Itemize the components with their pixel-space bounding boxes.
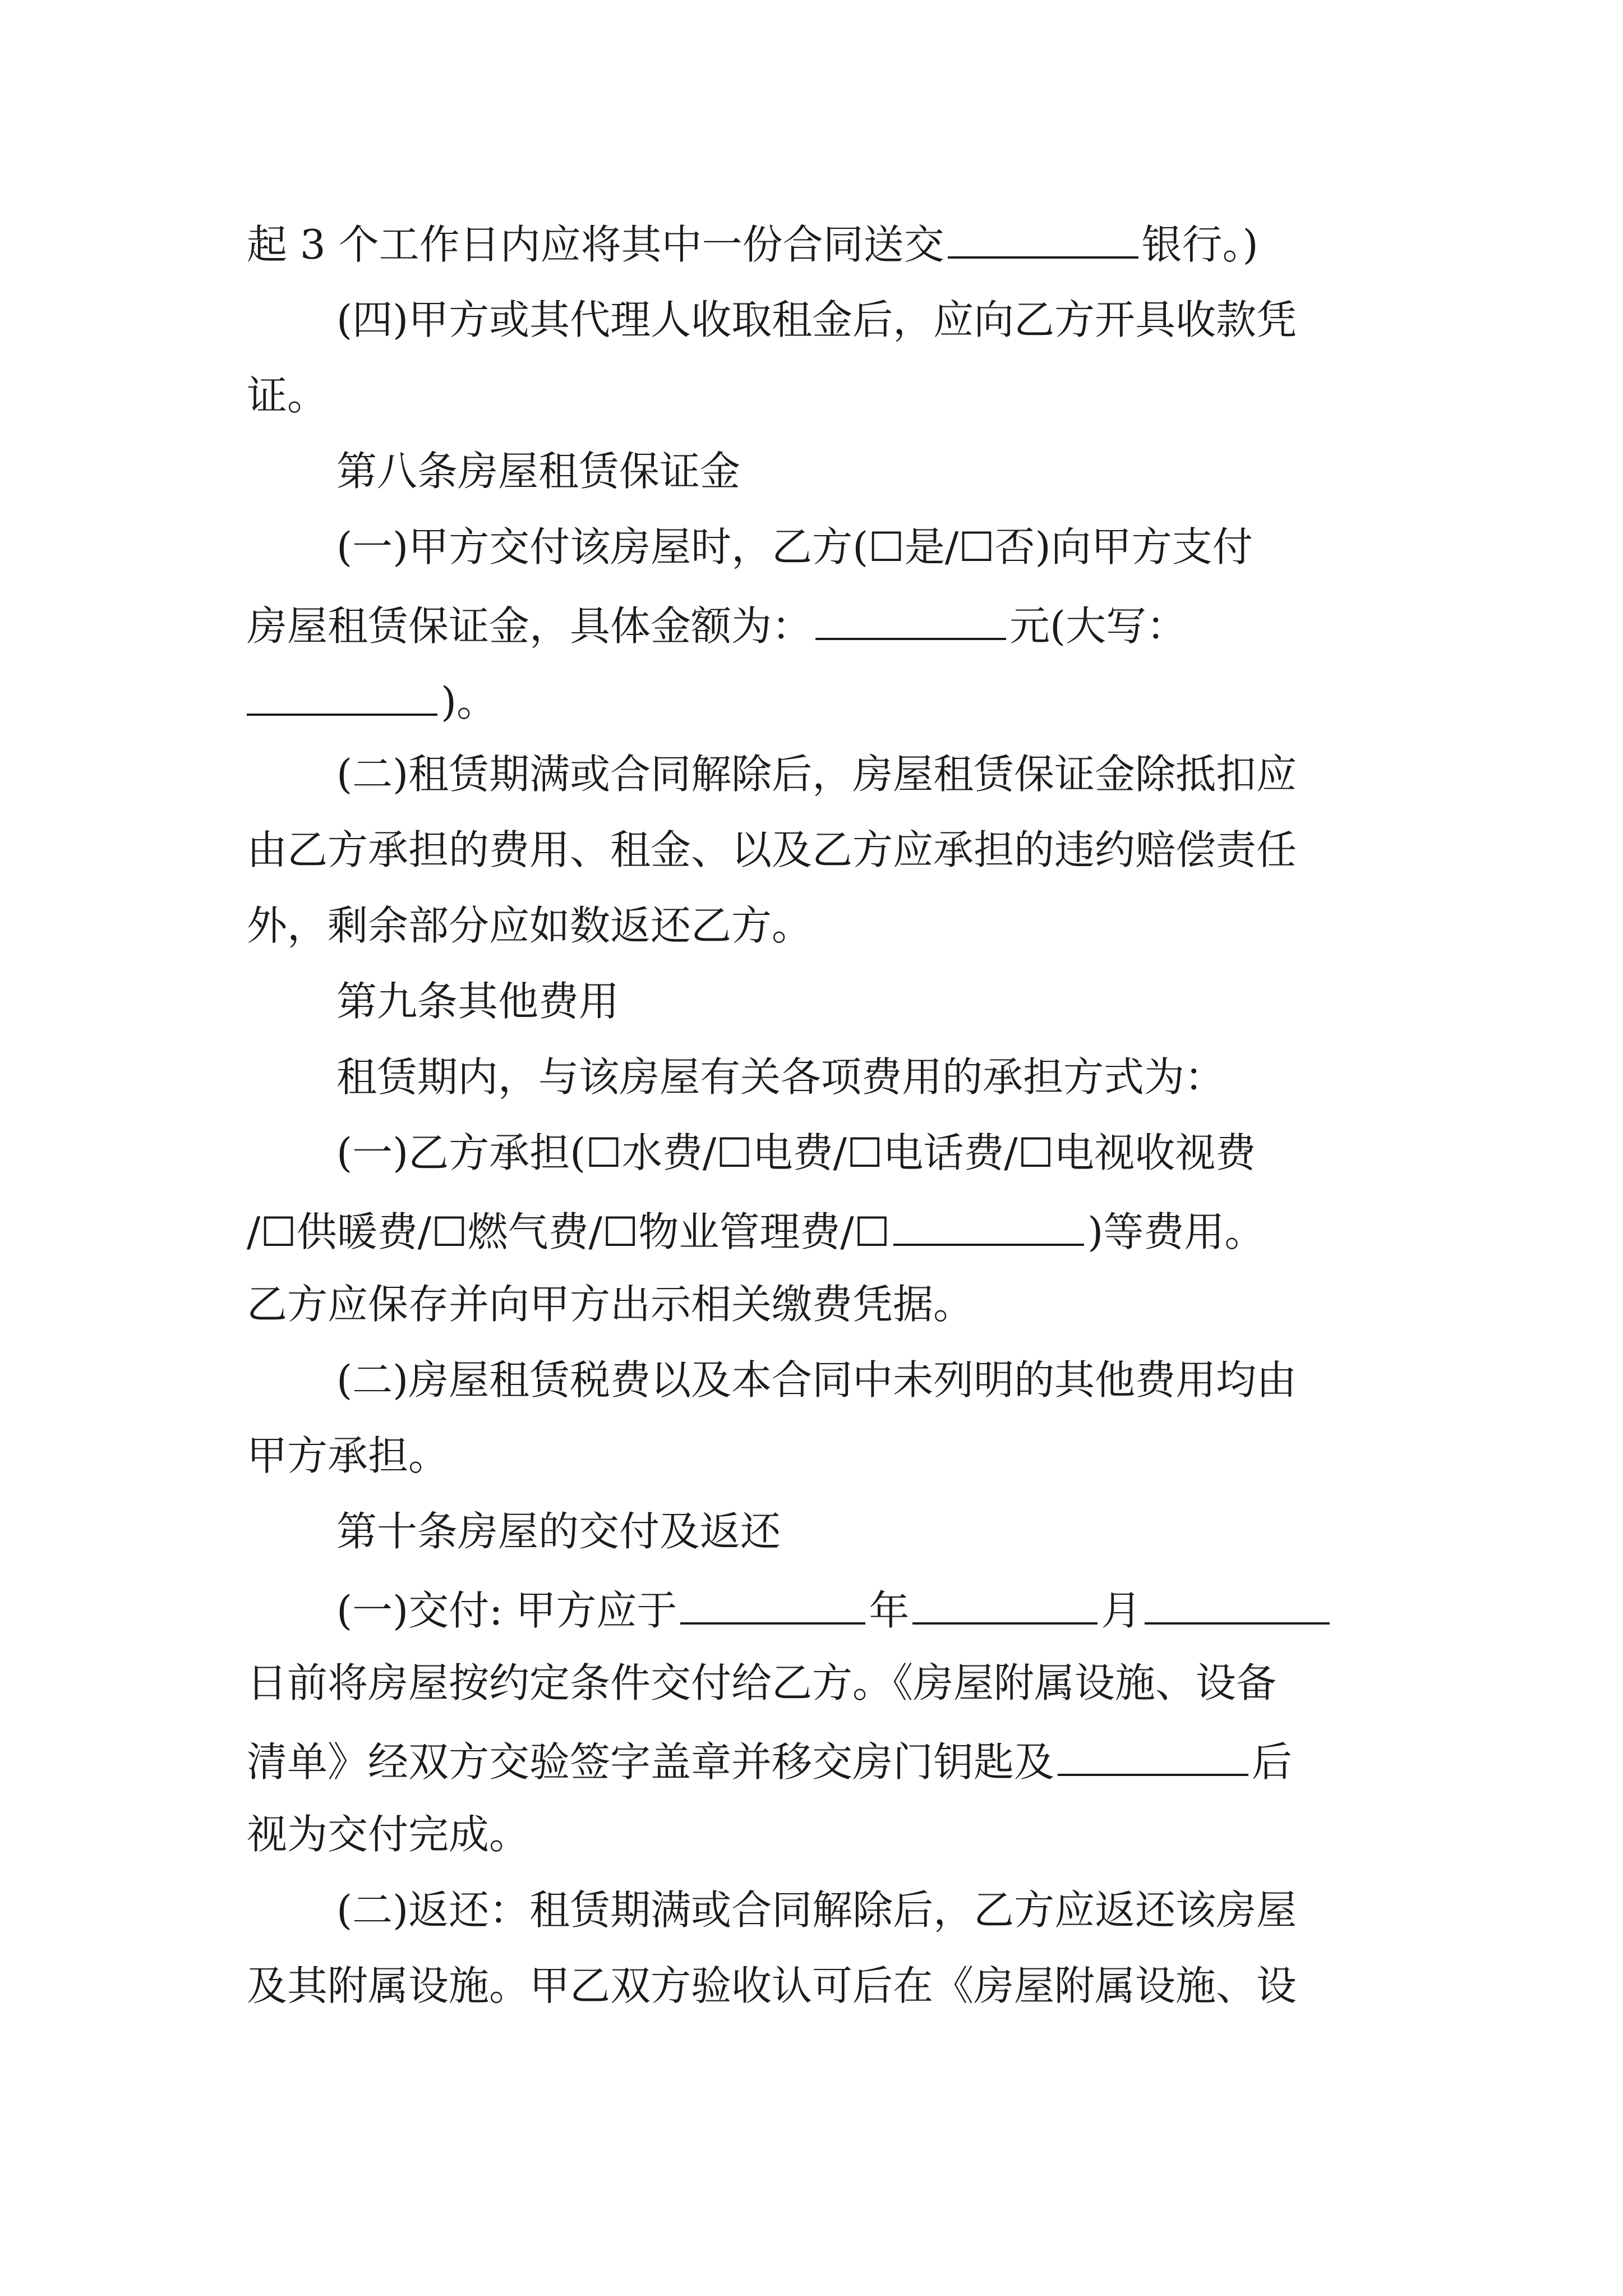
paragraph-line bbox=[247, 1203, 1265, 1257]
blank-field-other-fee[interactable] bbox=[893, 1203, 1084, 1246]
text: (一)交付: 甲方应于 bbox=[336, 1587, 677, 1634]
paragraph-line: 乙方应保存并向甲方出示相关缴费凭据。 bbox=[247, 1281, 974, 1328]
text: 银行。) bbox=[1141, 221, 1258, 268]
paragraph-line: (四)甲方或其代理人收取租金后，应向乙方开具收款凭 bbox=[336, 296, 1297, 343]
paragraph-line: (二)房屋租赁税费以及本合同中未列明的其他费用均由 bbox=[336, 1356, 1297, 1404]
blank-field-deposit-uppercase[interactable] bbox=[247, 673, 437, 716]
article-9-title: 第九条其他费用 bbox=[336, 978, 620, 1025]
text: 房屋租赁保证金，具体金额为： bbox=[247, 602, 813, 650]
text: )。 bbox=[441, 678, 497, 725]
paragraph-line bbox=[247, 597, 1187, 651]
text: 月 bbox=[1101, 1587, 1142, 1634]
blank-field-deposit-amount[interactable] bbox=[815, 597, 1006, 640]
paragraph-line: 视为交付完成。 bbox=[247, 1811, 530, 1858]
text: /☐供暖费/☐燃气费/☐物业管理费/☐ bbox=[247, 1208, 891, 1255]
paragraph-line: 租赁期内，与该房屋有关各项费用的承担方式为： bbox=[336, 1053, 1225, 1101]
paragraph-line: (一)乙方承担(☐水费/☐电费/☐电话费/☐电视收视费 bbox=[336, 1129, 1256, 1176]
paragraph-line bbox=[336, 1582, 1333, 1636]
paragraph-line: 由乙方承担的费用、租金、以及乙方应承担的违约赔偿责任 bbox=[247, 826, 1297, 873]
text: 年 bbox=[869, 1587, 910, 1634]
paragraph-line: 甲方承担。 bbox=[247, 1432, 449, 1479]
paragraph-line: 外，剩余部分应如数返还乙方。 bbox=[247, 902, 813, 949]
article-10-title: 第十条房屋的交付及返还 bbox=[336, 1508, 781, 1555]
paragraph-line: (二)租赁期满或合同解除后，房屋租赁保证金除抵扣应 bbox=[336, 751, 1297, 798]
paragraph-line: 日前将房屋按约定条件交付给乙方。《房屋附属设施、设备 bbox=[247, 1659, 1277, 1706]
text: 元(大写： bbox=[1009, 602, 1187, 650]
paragraph-line bbox=[247, 216, 1258, 270]
article-8-title: 第八条房屋租赁保证金 bbox=[336, 448, 741, 495]
text: )等费用。 bbox=[1087, 1208, 1265, 1255]
paragraph-line bbox=[247, 1733, 1292, 1787]
paragraph-line: (一)甲方交付该房屋时，乙方(☐是/☐否)向甲方支付 bbox=[336, 523, 1253, 570]
blank-field-handover-item[interactable] bbox=[1058, 1733, 1248, 1776]
text: 后 bbox=[1252, 1738, 1293, 1786]
paragraph-line: (二)返还：租赁期满或合同解除后，乙方应返还该房屋 bbox=[336, 1887, 1297, 1934]
blank-field-year[interactable] bbox=[680, 1582, 865, 1625]
blank-field-month[interactable] bbox=[912, 1582, 1098, 1625]
blank-field-bank[interactable] bbox=[948, 216, 1138, 259]
text: 起 3 个工作日内应将其中一份合同送交 bbox=[247, 221, 944, 268]
paragraph-line bbox=[247, 673, 497, 727]
paragraph-line: 证。 bbox=[247, 372, 328, 419]
text: 清单》经双方交验签字盖章并移交房门钥匙及 bbox=[247, 1738, 1055, 1786]
blank-field-day[interactable] bbox=[1145, 1582, 1330, 1625]
paragraph-line: 及其附属设施。甲乙双方验收认可后在《房屋附属设施、设 bbox=[247, 1962, 1297, 2009]
